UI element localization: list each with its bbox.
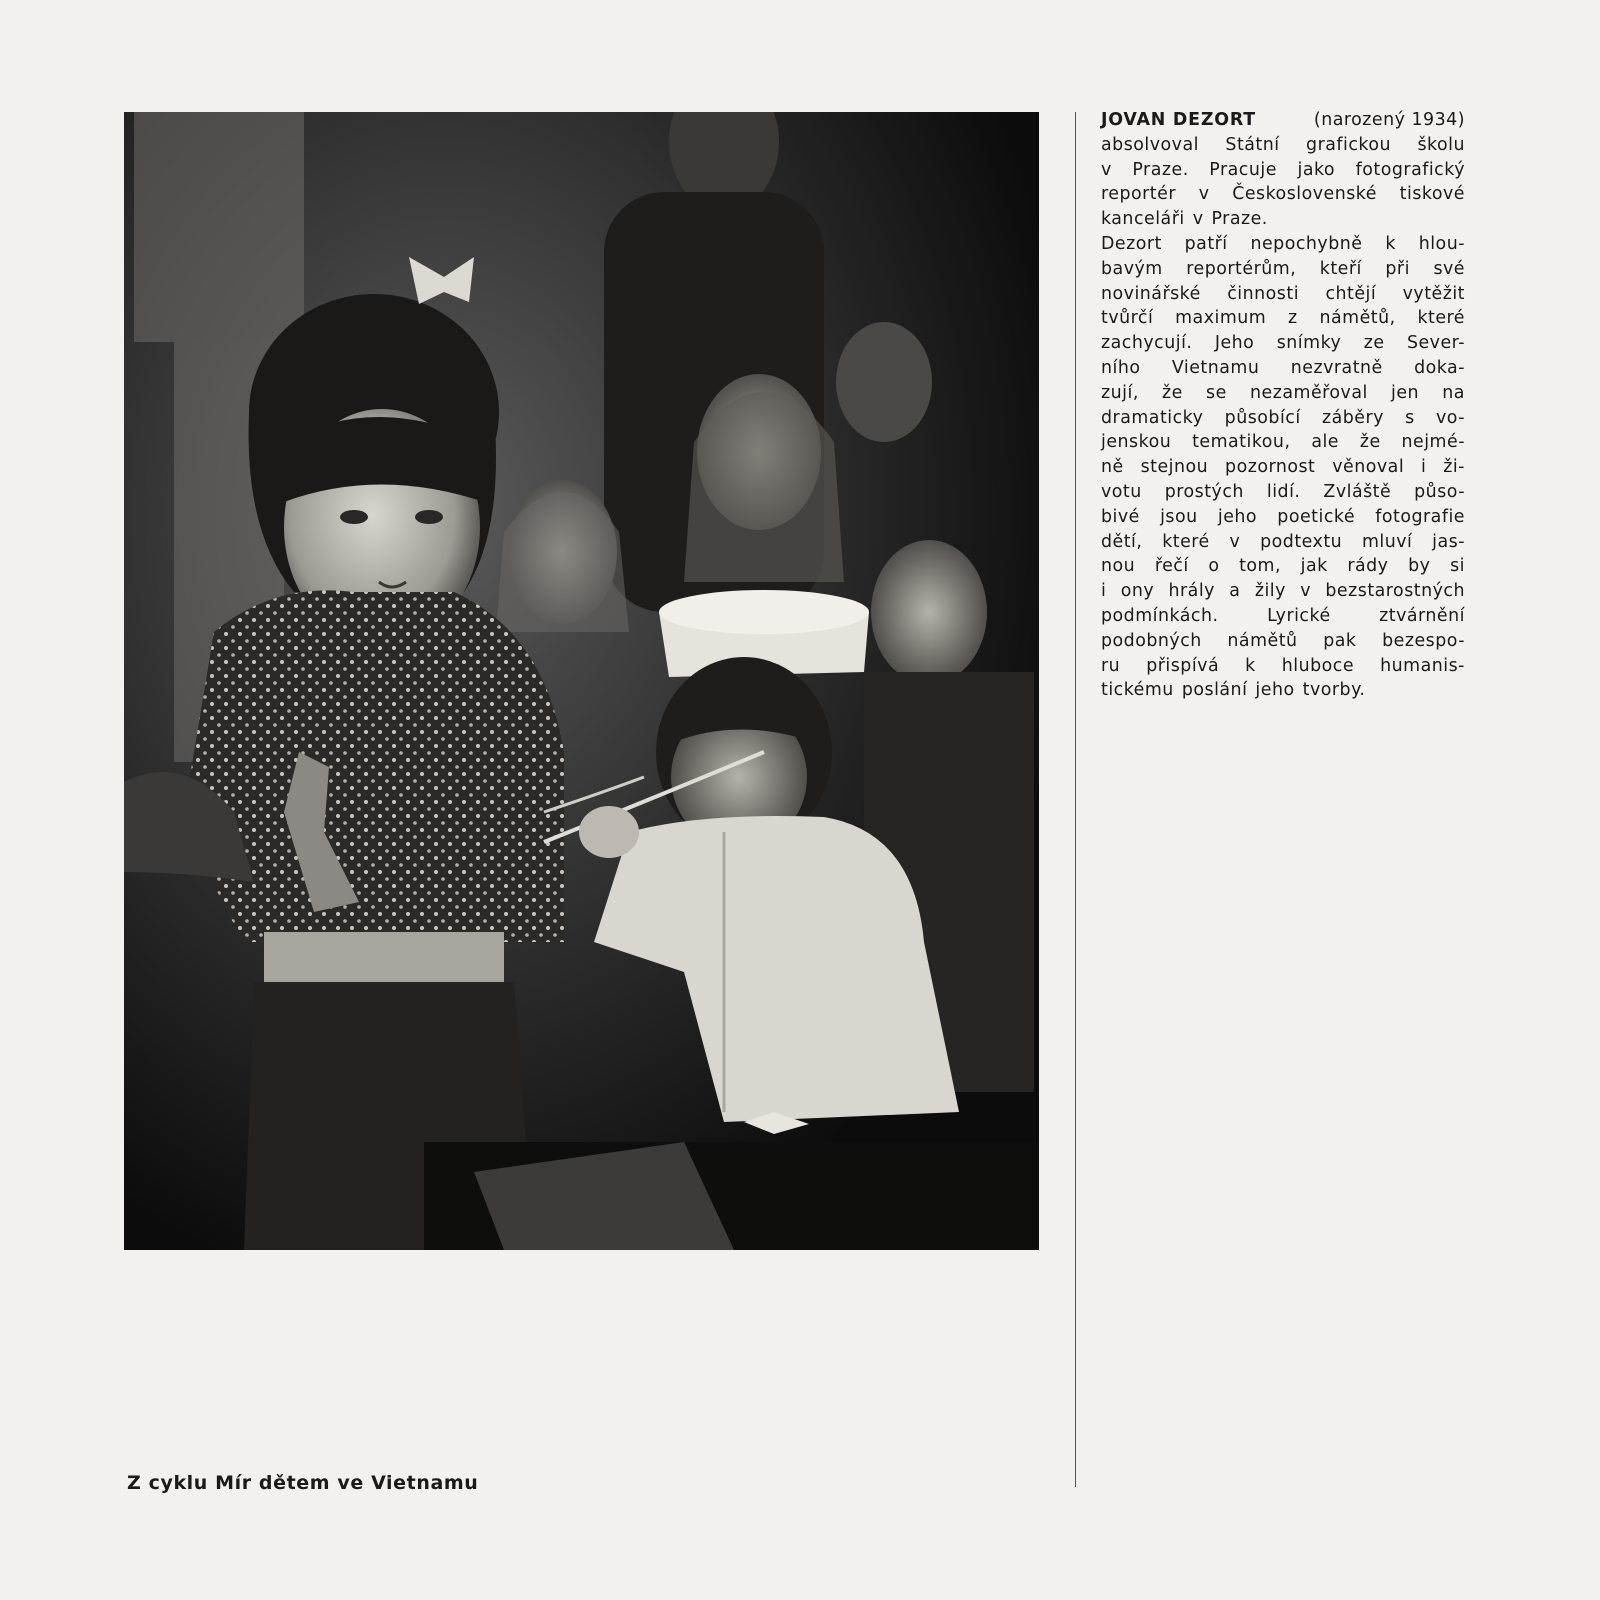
bio-word: bavým [1101,258,1163,279]
bio-word: k [1385,233,1396,254]
bio-word: lidí. [1266,481,1301,502]
bio-word: jas- [1432,531,1465,552]
bio-word: dramaticky [1101,407,1204,428]
bio-word: hlou- [1418,233,1465,254]
bio-word: a [1229,581,1241,602]
bio-word: věnoval [1332,457,1405,478]
bio-word: zachycují. [1101,333,1193,354]
bio-word: že [1359,432,1381,453]
bio-word: poslání [1181,680,1248,701]
bio-word: by [1408,556,1431,577]
bio-word: z [1288,308,1298,329]
bio-line [1101,207,1465,232]
bio-word: své [1433,258,1465,279]
bio-word: maximum [1175,308,1267,329]
bio-word: prostých [1164,481,1244,502]
bio-word: Lyrické [1267,605,1331,626]
bio-word: ale [1311,432,1340,453]
bio-word: tvůrčí [1101,308,1154,329]
bio-word: tvorby. [1302,680,1366,701]
bio-word: hluboce [1281,655,1355,676]
bio-word: řečí [1154,556,1189,577]
bio-word: Pracuje [1209,159,1277,180]
bio-word: námětů [1227,630,1298,651]
bio-word: které [1162,531,1210,552]
bio-word: ně [1101,457,1124,478]
photograph-children-vietnam [124,112,1039,1250]
bio-line [1101,356,1465,381]
bio-word: k [1245,655,1256,676]
bio-word: Praze. [1132,159,1189,180]
bio-word: rády [1347,556,1389,577]
bio-word: Československé [1232,184,1377,205]
bio-word: ru [1101,655,1121,676]
bio-word: záběry [1321,407,1384,428]
bio-word: v [1300,581,1312,602]
bio-word: bezespo- [1382,630,1465,651]
bio-word: nepochybně [1250,233,1363,254]
bio-word: v [1192,209,1204,230]
author-bio [1101,108,1465,703]
bio-line [1101,505,1465,530]
bio-word: nezaměřoval [1250,382,1368,403]
author-name: JOVAN DEZORT [1101,110,1256,130]
bio-word: grafickou [1306,134,1392,155]
bio-word: v [1101,159,1112,180]
bio-line [1101,530,1465,555]
bio-line [1101,579,1465,604]
bio-word: podobných [1101,630,1202,651]
bio-word: tickému [1101,680,1174,701]
bio-line [1101,182,1465,207]
bio-word: Sever- [1406,333,1465,354]
bio-word: vytěžit [1402,283,1465,304]
bio-word: jsou [1160,506,1198,527]
bio-word: absolvoval [1101,134,1199,155]
column-divider [1075,112,1076,1487]
bio-word: hrály [1168,581,1215,602]
bio-word: bezstarostných [1325,581,1465,602]
bio-word: že [1162,382,1183,403]
bio-line [1101,604,1465,629]
bio-word: si [1450,556,1465,577]
bio-word: jako [1297,159,1336,180]
bio-word: se [1206,382,1227,403]
bio-word: pozornost [1225,457,1316,478]
photograph [124,112,1039,1250]
bio-line [1101,629,1465,654]
bio-line [1101,108,1465,133]
bio-line [1101,133,1465,158]
bio-line [1101,232,1465,257]
bio-word: podmínkách. [1101,605,1219,626]
bio-line [1101,654,1465,679]
bio-word: ního [1101,357,1141,378]
bio-line [1101,331,1465,356]
bio-word: poetické [1277,506,1356,527]
bio-line [1101,406,1465,431]
bio-word: kanceláři [1101,209,1185,230]
bio-word: i [1101,581,1107,602]
bio-word: humanis- [1380,655,1465,676]
bio-word: i [1421,457,1427,478]
bio-word: nezvratně [1290,357,1383,378]
bio-word: bivé [1101,506,1140,527]
bio-word: ze [1363,333,1385,354]
bio-line [1101,381,1465,406]
bio-word: zují, [1101,382,1139,403]
bio-word: školu [1417,134,1465,155]
bio-word: žily [1254,581,1286,602]
bio-word: Jeho [1214,333,1255,354]
bio-word: Praze. [1211,209,1268,230]
bio-line [1101,306,1465,331]
bio-word: nejmé- [1401,432,1465,453]
bio-word: o [1208,556,1220,577]
bio-word: jenskou [1101,432,1172,453]
bio-word: reportér [1101,184,1176,205]
bio-word: dětí, [1101,531,1143,552]
bio-word: Vietnamu [1171,357,1260,378]
bio-line [1101,158,1465,183]
bio-word: doka- [1414,357,1465,378]
photo-caption: Z cyklu Mír dětem ve Vietnamu [127,1472,479,1494]
bio-word: patří [1184,233,1228,254]
bio-word: jeho [1217,506,1258,527]
bio-line [1101,430,1465,455]
bio-word: námětů, [1319,308,1396,329]
bio-word: vo- [1435,407,1465,428]
bio-word: votu [1101,481,1142,502]
bio-word: jen [1391,382,1420,403]
bio-word: půso- [1414,481,1465,502]
bio-word: ztvárnění [1379,605,1465,626]
bio-word: ony [1120,581,1155,602]
bio-word: mluví [1361,531,1413,552]
bio-word: kteří [1319,258,1362,279]
bio-word: tom, [1239,556,1282,577]
bio-word: podtextu [1260,531,1343,552]
bio-word: novinářské [1101,283,1201,304]
bio-word: působící [1224,407,1301,428]
bio-word: snímky [1276,333,1342,354]
author-birth: (narozený 1934) [1313,110,1465,130]
bio-word: tematikou, [1192,432,1291,453]
bio-word: jeho [1255,680,1295,701]
bio-word: tiskové [1399,184,1465,205]
bio-word: reportérům, [1186,258,1297,279]
bio-line [1101,480,1465,505]
bio-word: ži- [1443,457,1465,478]
bio-word: při [1385,258,1410,279]
bio-line [1101,455,1465,480]
bio-word: Státní [1225,134,1280,155]
bio-word: Dezort [1101,233,1162,254]
bio-word: fotografický [1355,159,1465,180]
bio-word: v [1229,531,1241,552]
bio-word: Zvláště [1323,481,1392,502]
bio-word: jak [1300,556,1328,577]
bio-word: nou [1101,556,1136,577]
bio-word: stejnou [1140,457,1209,478]
bio-line [1101,678,1465,703]
bio-line [1101,282,1465,307]
bio-word: v [1198,184,1210,205]
bio-word: s [1405,407,1415,428]
bio-word: na [1442,382,1465,403]
bio-word: činnosti [1227,283,1300,304]
bio-word: chtějí [1325,283,1377,304]
bio-word: přispívá [1146,655,1220,676]
bio-word: které [1417,308,1465,329]
bio-word: fotografie [1375,506,1465,527]
bio-word: pak [1323,630,1357,651]
bio-line [1101,257,1465,282]
bio-line [1101,554,1465,579]
